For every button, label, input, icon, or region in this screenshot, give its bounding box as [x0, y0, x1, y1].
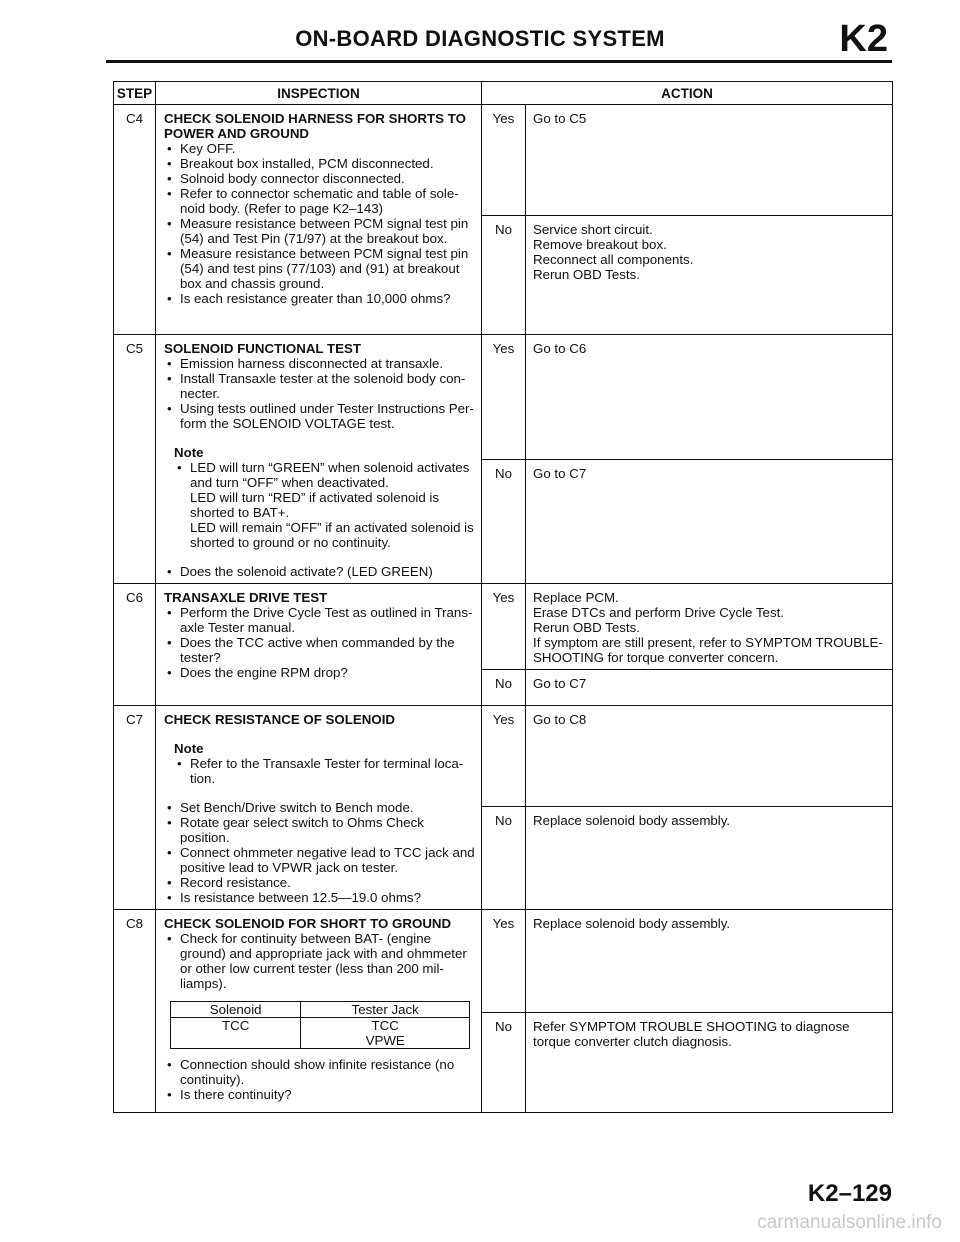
note-text: LED will turn “RED” if activated solenoid is shorted to BAT+.	[190, 490, 440, 520]
section-code: K2	[839, 18, 888, 60]
no-action: Go to C7	[526, 459, 893, 584]
yes-action: Replace solenoid body assembly.	[526, 910, 893, 1013]
table-row	[114, 335, 893, 460]
yes-label: Yes	[482, 584, 526, 670]
step-cell: C7	[114, 706, 156, 910]
page-title: ON-BOARD DIAGNOSTIC SYSTEM	[295, 26, 665, 51]
yes-label: Yes	[482, 105, 526, 216]
list-item: • Check for continuity between BAT- (engine ground) and appropriate jack with and ohmmeter or other low current tester (less than 200 mil-liamps).	[164, 931, 475, 991]
step-cell: C6	[114, 584, 156, 706]
no-label: No	[482, 670, 526, 706]
inspection-title: SOLENOID FUNCTIONAL TEST	[164, 341, 361, 356]
list-item: • Using tests outlined under Tester Instructions Per-form the SOLENOID VOLTAGE test.	[164, 401, 475, 431]
note-label: Note	[174, 741, 204, 756]
inspection-cell	[156, 706, 482, 910]
sub-table-header: Solenoid	[171, 1002, 301, 1018]
inspection-title: TRANSAXLE DRIVE TEST	[164, 590, 328, 605]
inspection-cell	[156, 910, 482, 1113]
inspection-cell	[156, 105, 482, 335]
no-action: Replace solenoid body assembly.	[526, 807, 893, 910]
inspection-cell	[156, 335, 482, 584]
no-action: Refer SYMPTOM TROUBLE SHOOTING to diagnose torque converter clutch diagnosis.	[526, 1013, 893, 1113]
list-item: • Connect ohmmeter negative lead to TCC jack and positive lead to VPWR jack on tester.	[164, 845, 475, 875]
inspection-list	[164, 1057, 475, 1102]
list-item: • Does the TCC active when commanded by the tester?	[164, 635, 475, 665]
list-item: • Install Transaxle tester at the solenoid body con-necter.	[164, 371, 475, 401]
note-item: • Refer to the Transaxle Tester for terminal loca-tion.	[174, 756, 475, 786]
list-item: • Set Bench/Drive switch to Bench mode.	[164, 800, 475, 815]
note-text: LED will remain “OFF” if an activated solenoid is shorted to ground or no continuity.	[190, 520, 474, 550]
no-label: No	[482, 459, 526, 584]
jack-value: VPWE	[365, 1033, 405, 1048]
inspection-title: CHECK SOLENOID FOR SHORT TO GROUND	[164, 916, 452, 931]
list-item: • Key OFF.	[164, 141, 475, 156]
yes-label: Yes	[482, 706, 526, 807]
yes-action: Go to C6	[526, 335, 893, 460]
sub-table-cell	[301, 1018, 470, 1049]
sub-table-cell: TCC	[171, 1018, 301, 1049]
yes-action: Replace PCM. Erase DTCs and perform Drive Cycle Test. Rerun OBD Tests. If symptom are still present, refer to SYMPTOM TROUBLE-SHOOTING for torque converter concern.	[526, 584, 893, 670]
list-item: • Emission harness disconnected at transaxle.	[164, 356, 475, 371]
inspection-list	[164, 564, 475, 579]
list-item: • Solnoid body connector disconnected.	[164, 171, 475, 186]
step-cell: C8	[114, 910, 156, 1113]
table-row	[114, 910, 893, 1013]
sub-table-header: Tester Jack	[301, 1002, 470, 1018]
no-action: Go to C7	[526, 670, 893, 706]
inspection-list	[164, 800, 475, 905]
yes-label: Yes	[482, 335, 526, 460]
page-number: K2–129	[807, 1180, 892, 1207]
note-list	[164, 460, 475, 550]
yes-action: Go to C8	[526, 706, 893, 807]
header-inspection: INSPECTION	[156, 82, 482, 105]
step-cell: C5	[114, 335, 156, 584]
inspection-title: CHECK RESISTANCE OF SOLENOID	[164, 712, 395, 727]
diagnostic-table	[113, 81, 893, 1113]
header-step: STEP	[114, 82, 156, 105]
jack-value: TCC	[371, 1018, 399, 1033]
table-header-row	[114, 82, 893, 105]
table-row	[114, 584, 893, 670]
no-label: No	[482, 807, 526, 910]
no-label: No	[482, 216, 526, 335]
list-item: • Breakout box installed, PCM disconnected.	[164, 156, 475, 171]
note-item: • LED will turn “GREEN” when solenoid activates and turn “OFF” when deactivated.	[174, 460, 475, 490]
list-item: • Perform the Drive Cycle Test as outlined in Trans-axle Tester manual.	[164, 605, 475, 635]
list-item: • Is resistance between 12.5—19.0 ohms?	[164, 890, 475, 905]
yes-action: Go to C5	[526, 105, 893, 216]
inspection-list	[164, 931, 475, 991]
header-rule	[106, 60, 892, 63]
list-item: • Is each resistance greater than 10,000 ohms?	[164, 291, 475, 306]
inspection-list	[164, 605, 475, 680]
list-item: • Rotate gear select switch to Ohms Check position.	[164, 815, 475, 845]
list-item: • Record resistance.	[164, 875, 475, 890]
inspection-cell	[156, 584, 482, 706]
list-item: • Does the solenoid activate? (LED GREEN)	[164, 564, 475, 579]
no-label: No	[482, 1013, 526, 1113]
header-action: ACTION	[482, 82, 893, 105]
watermark: carmanualsonline.info	[757, 1212, 942, 1233]
list-item: • Is there continuity?	[164, 1087, 475, 1102]
step-cell: C4	[114, 105, 156, 335]
list-item: • Measure resistance between PCM signal test pin (54) and test pins (77/103) and (91) at breakout box and chassis ground.	[164, 246, 475, 291]
table-row	[114, 105, 893, 216]
inspection-list	[164, 141, 475, 306]
inspection-title: CHECK SOLENOID HARNESS FOR SHORTS TO POWER AND GROUND	[164, 111, 466, 141]
table-row	[114, 706, 893, 807]
list-item: • Measure resistance between PCM signal test pin (54) and Test Pin (71/97) at the breakout box.	[164, 216, 475, 246]
yes-label: Yes	[482, 910, 526, 1013]
note-list	[164, 756, 475, 786]
solenoid-jack-table	[170, 1001, 470, 1049]
inspection-list	[164, 356, 475, 431]
list-item: • Does the engine RPM drop?	[164, 665, 475, 680]
list-item: • Connection should show infinite resistance (no continuity).	[164, 1057, 475, 1087]
list-item: • Refer to connector schematic and table of sole-noid body. (Refer to page K2–143)	[164, 186, 475, 216]
no-action: Service short circuit. Remove breakout box. Reconnect all components. Rerun OBD Tests.	[526, 216, 893, 335]
note-label: Note	[174, 445, 204, 460]
